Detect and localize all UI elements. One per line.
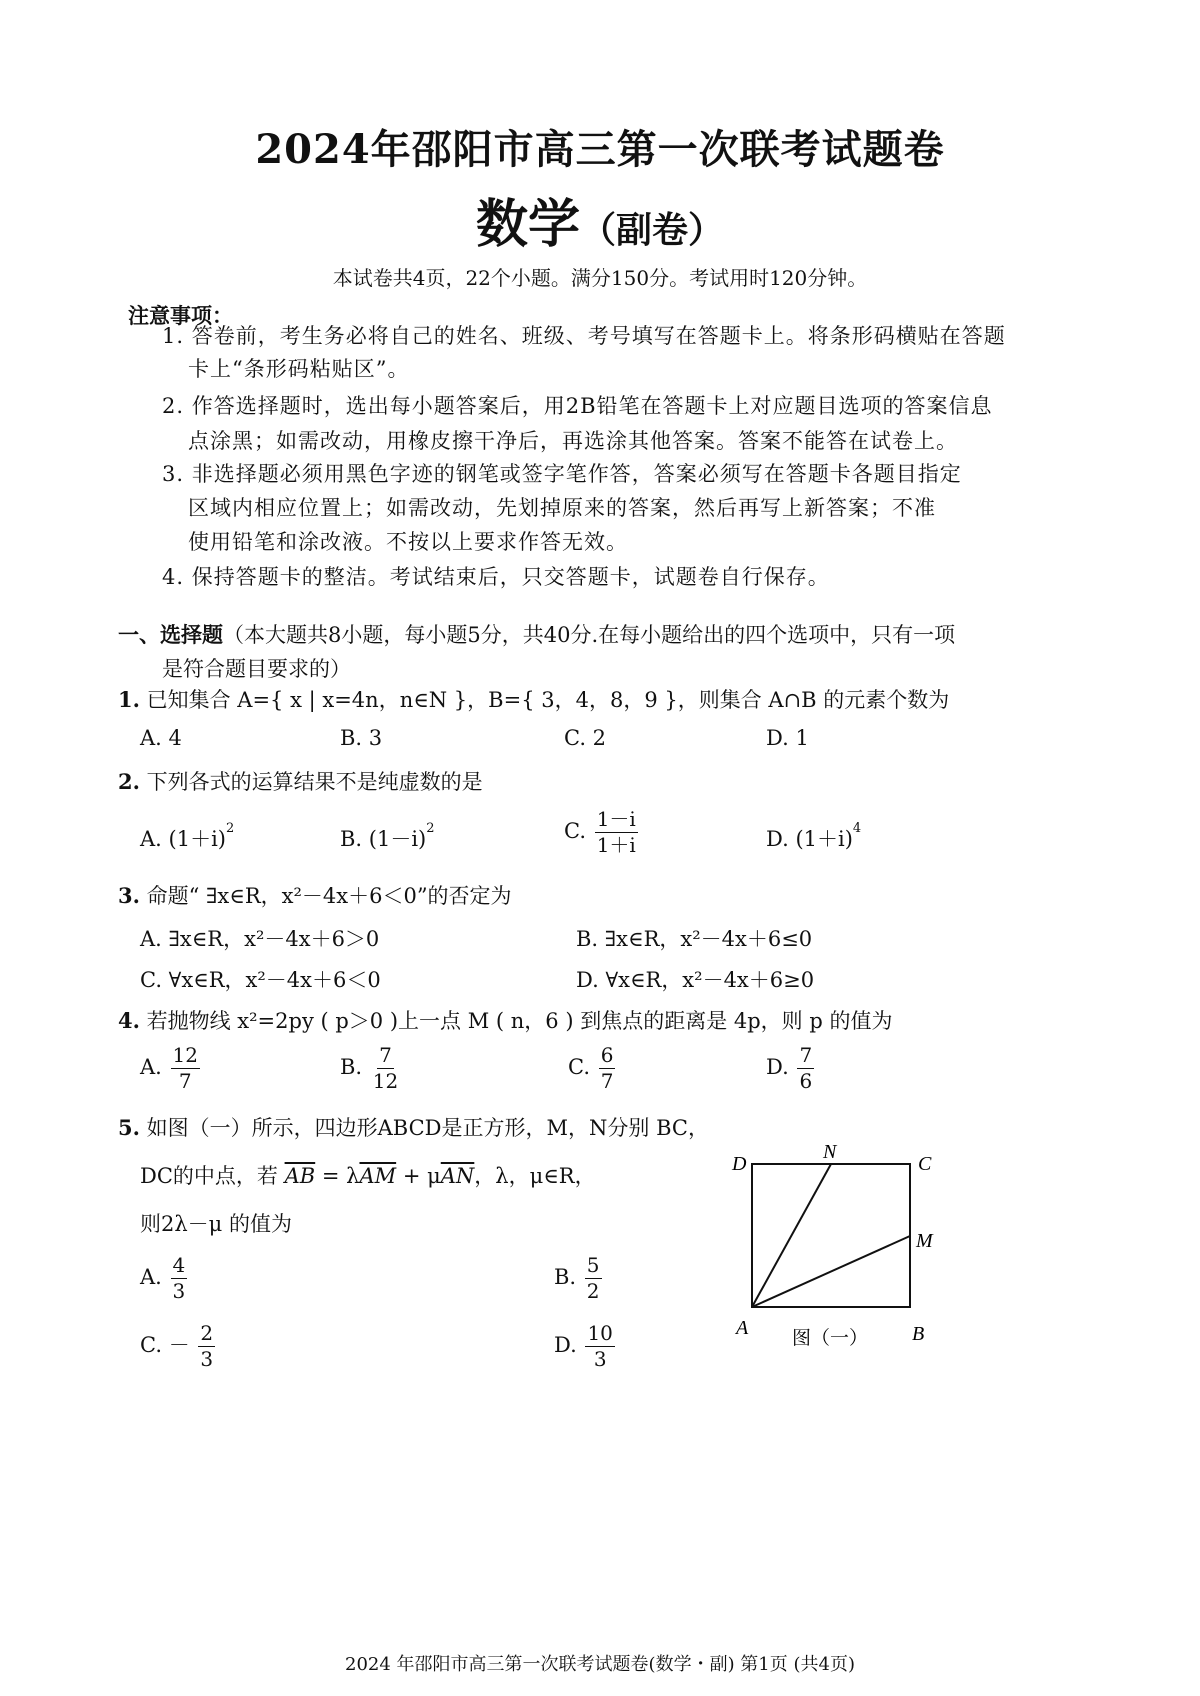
- section-desc: （本大题共8小题，每小题5分，共40分.在每小题给出的四个选项中，只有一项: [223, 623, 956, 647]
- fraction: [171, 1254, 188, 1303]
- question-number: 4.: [118, 1008, 140, 1033]
- option-label: B.: [554, 1265, 577, 1289]
- option-text: B. (1－i): [340, 827, 427, 851]
- page-footer: 2024 年邵阳市高三第一次联考试题卷(数学・副) 第1页 (共4页): [345, 1654, 855, 1675]
- fraction: [599, 1044, 616, 1093]
- notice-item-4: 4. 保持答题卡的整洁。考试结束后，只交答题卡，试题卷自行保存。: [162, 565, 830, 589]
- square-abcd: [752, 1164, 910, 1307]
- fraction: [371, 1044, 400, 1093]
- square-figure: [720, 1130, 960, 1360]
- numerator: 6: [600, 1043, 614, 1067]
- denominator: 3: [172, 1279, 186, 1303]
- exponent: 4: [852, 821, 862, 836]
- segment-am: [752, 1236, 910, 1307]
- notice-item-2a: 2. 作答选择题时，选出每小题答案后，用2B铅笔在答题卡上对应题目选项的答案信息: [162, 394, 993, 418]
- q3-option-d: D. ∀x∈R，x²－4x＋6≥0: [576, 968, 815, 992]
- denominator: 7: [178, 1069, 192, 1093]
- q2-option-b: [340, 823, 435, 853]
- equals-lambda: = λ: [315, 1164, 360, 1188]
- label-d: D: [732, 1153, 747, 1175]
- q5-option-c: [140, 1322, 215, 1371]
- q1-option-d: D. 1: [766, 726, 809, 750]
- label-b: B: [912, 1323, 925, 1345]
- question-2: [118, 766, 483, 796]
- fraction: [585, 1254, 602, 1303]
- denominator: 3: [200, 1347, 214, 1371]
- subject-title: [0, 182, 1200, 257]
- numerator: 2: [200, 1321, 214, 1345]
- vector-an: $\overline{AN}$: [440, 1164, 475, 1188]
- numerator: 10: [587, 1321, 613, 1345]
- q2-option-a: [140, 823, 234, 853]
- denominator: 6: [799, 1069, 813, 1093]
- q4-option-d: [766, 1044, 814, 1093]
- option-label: A.: [140, 1265, 162, 1289]
- denominator: 1＋i: [596, 833, 636, 857]
- q2-option-c: [564, 808, 638, 857]
- exponent: 2: [225, 821, 235, 836]
- segment-an: [752, 1164, 831, 1307]
- question-1: [118, 684, 949, 714]
- option-text: C.: [564, 819, 586, 843]
- q1-option-b: B. 3: [340, 726, 383, 750]
- notice-item-1a: 1. 答卷前，考生务必将自己的姓名、班级、考号填写在答题卡上。将条形码横贴在答题: [162, 324, 1006, 348]
- notice-item-3a: 3. 非选择题必须用黑色字迹的钢笔或签字笔作答，答案必须写在答题卡各题目指定: [162, 462, 962, 486]
- question-text: 若抛物线 x²=2py ( p＞0 )上一点 M ( n，6 ) 到焦点的距离是 4p，则 p 的值为: [146, 1009, 893, 1033]
- subject-sub: （副卷）: [580, 209, 725, 251]
- option-label: A.: [140, 1055, 162, 1079]
- question-text: 如图（一）所示，四边形ABCD是正方形，M，N分别 BC，: [146, 1116, 709, 1140]
- option-sign: －: [168, 1333, 190, 1357]
- q5-option-b: [554, 1254, 602, 1303]
- notice-item-3c: 使用铅笔和涂改液。不按以上要求作答无效。: [188, 530, 628, 554]
- question-4: [118, 1005, 892, 1035]
- numerator: 5: [586, 1253, 600, 1277]
- exponent: 2: [426, 821, 435, 836]
- q5-option-d: [554, 1322, 615, 1371]
- q4-option-a: [140, 1044, 200, 1093]
- numerator: 4: [172, 1253, 186, 1277]
- fraction: [198, 1322, 215, 1371]
- notice-item-2b: 点涂黑；如需改动，用橡皮擦干净后，再选涂其他答案。答案不能答在试卷上。: [188, 429, 958, 453]
- question-text: 命题“ ∃x∈R，x²－4x＋6＜0”的否定为: [146, 884, 512, 908]
- numerator: 12: [172, 1043, 198, 1067]
- denominator: 2: [586, 1279, 600, 1303]
- q5-option-a: [140, 1254, 187, 1303]
- option-label: C.: [568, 1055, 590, 1079]
- denominator: 3: [593, 1347, 607, 1371]
- numerator: 7: [799, 1043, 813, 1067]
- section-heading: [118, 619, 955, 649]
- label-m: M: [916, 1230, 933, 1252]
- question-number: 2.: [118, 769, 140, 794]
- numerator: 7: [379, 1043, 392, 1067]
- figure-caption: 图（一）: [792, 1327, 869, 1349]
- plus-mu: + μ: [396, 1164, 441, 1188]
- denominator: 7: [600, 1069, 614, 1093]
- question-3: [118, 880, 512, 910]
- label-n: N: [823, 1141, 837, 1163]
- label-a: A: [736, 1317, 749, 1339]
- fraction: [585, 1322, 614, 1371]
- fraction: [797, 1044, 814, 1093]
- question-number: 1.: [118, 687, 140, 712]
- question-5-line-2: [140, 1160, 596, 1190]
- fraction: [595, 808, 638, 857]
- option-label: D.: [766, 1055, 789, 1079]
- option-text: D. (1＋i): [766, 827, 853, 851]
- exam-intro: 本试卷共4页，22个小题。满分150分。考试用时120分钟。: [332, 266, 868, 290]
- q4-option-b: [340, 1044, 400, 1093]
- notice-item-3b: 区域内相应位置上；如需改动，先划掉原来的答案，然后再写上新答案；不准: [188, 496, 936, 520]
- q4-option-c: [568, 1044, 615, 1093]
- question-5-line-3: 则2λ－μ 的值为: [140, 1212, 292, 1236]
- exam-title: 2024年邵阳市高三第一次联考试题卷: [255, 126, 945, 173]
- question-number: 5.: [118, 1115, 140, 1140]
- q1-option-a: A. 4: [140, 726, 182, 750]
- question-text: DC的中点，若: [140, 1164, 278, 1188]
- option-label: B.: [340, 1055, 363, 1079]
- option-text: A. (1＋i): [140, 827, 226, 851]
- q3-option-a: A. ∃x∈R，x²－4x＋6＞0: [140, 927, 380, 951]
- q1-option-c: C. 2: [564, 726, 607, 750]
- question-text: 已知集合 A={ x | x=4n，n∈N }，B={ 3，4，8，9 }，则集合 A∩B 的元素个数为: [146, 688, 950, 712]
- question-5: [118, 1112, 709, 1142]
- option-label: D.: [554, 1333, 577, 1357]
- question-text: 下列各式的运算结果不是纯虚数的是: [146, 770, 483, 794]
- section-desc-2: 是符合题目要求的）: [162, 657, 351, 681]
- question-text: ，λ，μ∈R，: [474, 1164, 596, 1188]
- section-label: 一、选择题: [118, 622, 223, 647]
- question-number: 3.: [118, 883, 140, 908]
- q3-option-b: B. ∃x∈R，x²－4x＋6≤0: [576, 927, 813, 951]
- fraction: [171, 1044, 200, 1093]
- label-c: C: [918, 1153, 932, 1175]
- vector-ab: $\overline{AB}$: [284, 1164, 316, 1188]
- numerator: 1－i: [596, 807, 636, 831]
- option-label: C.: [140, 1333, 162, 1357]
- subject-name: 数学: [475, 194, 580, 255]
- q3-option-c: C. ∀x∈R，x²－4x＋6＜0: [140, 968, 381, 992]
- notice-item-1b: 卡上“条形码粘贴区”。: [188, 357, 410, 381]
- notice-heading: 注意事项：: [128, 303, 233, 328]
- q2-option-d: [766, 823, 861, 853]
- denominator: 12: [372, 1069, 399, 1093]
- vector-am: $\overline{AM}$: [359, 1164, 397, 1188]
